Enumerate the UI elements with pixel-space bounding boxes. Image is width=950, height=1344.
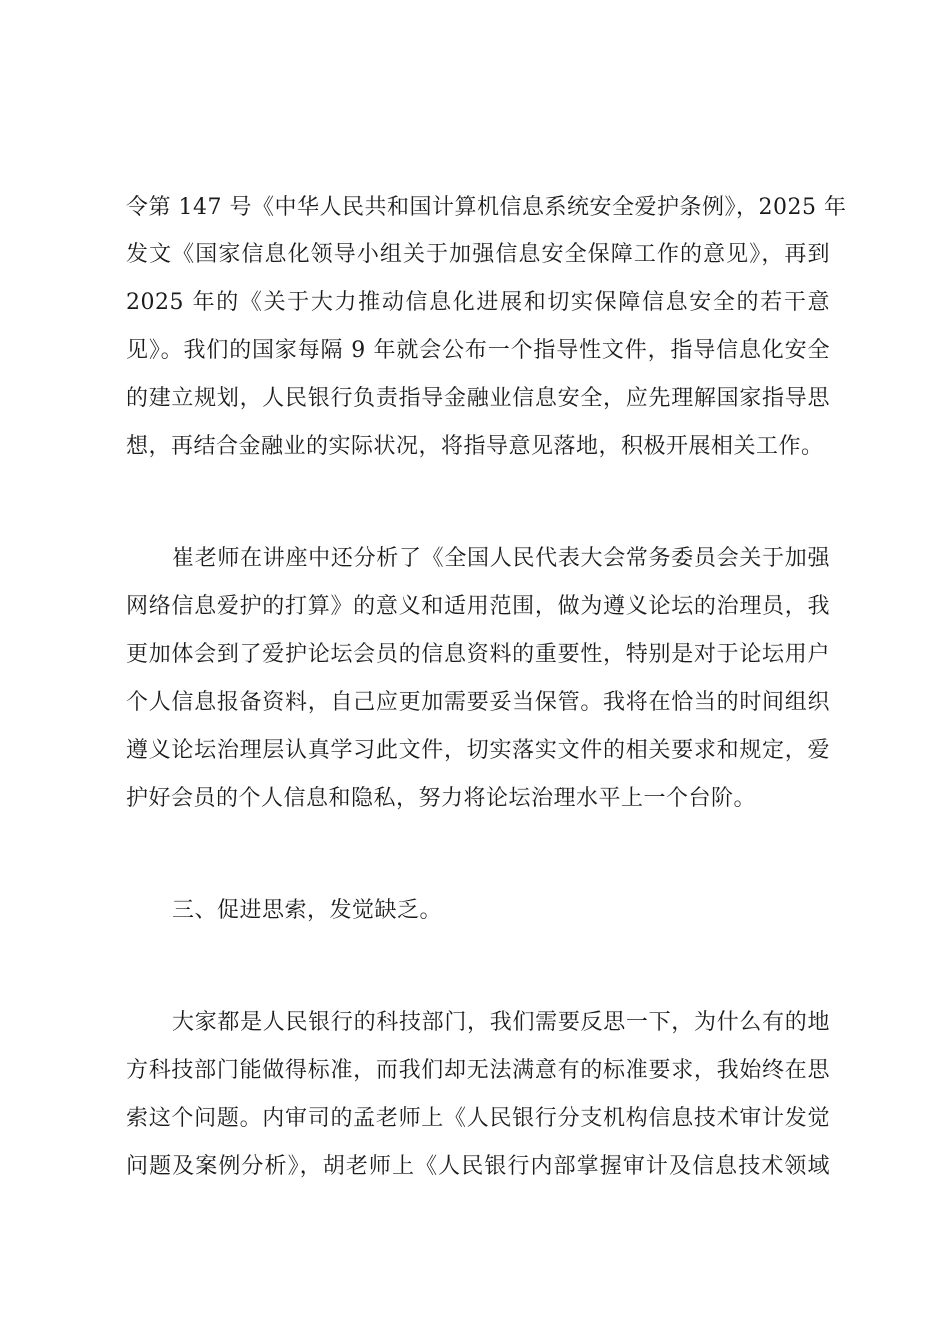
paragraph-2-line-1: 崔老师在讲座中还分析了《全国人民代表大会常务委员会关于加强 xyxy=(172,546,830,571)
paragraph-1-line-2: 发文《国家信息化领导小组关于加强信息安全保障工作的意见》，再到 xyxy=(126,242,830,267)
paragraph-1-line-4: 见》。我们的国家每隔 9 年就会公布一个指导性文件，指导信息化安全 xyxy=(126,338,830,363)
section-heading-3: 三、促进思索，发觉缺乏。 xyxy=(172,898,443,923)
paragraph-3-line-4: 问题及案例分析》，胡老师上《人民银行内部掌握审计及信息技术领域 xyxy=(126,1154,830,1179)
paragraph-1-line-5: 的建立规划，人民银行负责指导金融业信息安全，应先理解国家指导思 xyxy=(126,386,830,411)
paragraph-3-line-3: 索这个问题。内审司的孟老师上《人民银行分支机构信息技术审计发觉 xyxy=(126,1106,830,1131)
paragraph-3-line-2: 方科技部门能做得标准，而我们却无法满意有的标准要求，我始终在思 xyxy=(126,1058,830,1083)
paragraph-1-line-3: 2025 年的《关于大力推动信息化进展和切实保障信息安全的若干意 xyxy=(126,290,830,315)
paragraph-2-line-6: 护好会员的个人信息和隐私，努力将论坛治理水平上一个台阶。 xyxy=(126,786,757,811)
paragraph-2-line-3: 更加体会到了爱护论坛会员的信息资料的重要性，特别是对于论坛用户 xyxy=(126,642,830,667)
paragraph-3-line-1: 大家都是人民银行的科技部门，我们需要反思一下，为什么有的地 xyxy=(172,1010,830,1035)
paragraph-2-line-4: 个人信息报备资料，自己应更加需要妥当保管。我将在恰当的时间组织 xyxy=(126,690,830,715)
paragraph-1-line-1: 令第 147 号《中华人民共和国计算机信息系统安全爱护条例》，2025 年 xyxy=(126,195,847,220)
paragraph-2-line-2: 网络信息爱护的打算》的意义和适用范围，做为遵义论坛的治理员，我 xyxy=(126,594,830,619)
paragraph-1-line-6: 想，再结合金融业的实际状况，将指导意见落地，积极开展相关工作。 xyxy=(126,434,824,459)
paragraph-2-line-5: 遵义论坛治理层认真学习此文件，切实落实文件的相关要求和规定，爱 xyxy=(126,738,830,763)
